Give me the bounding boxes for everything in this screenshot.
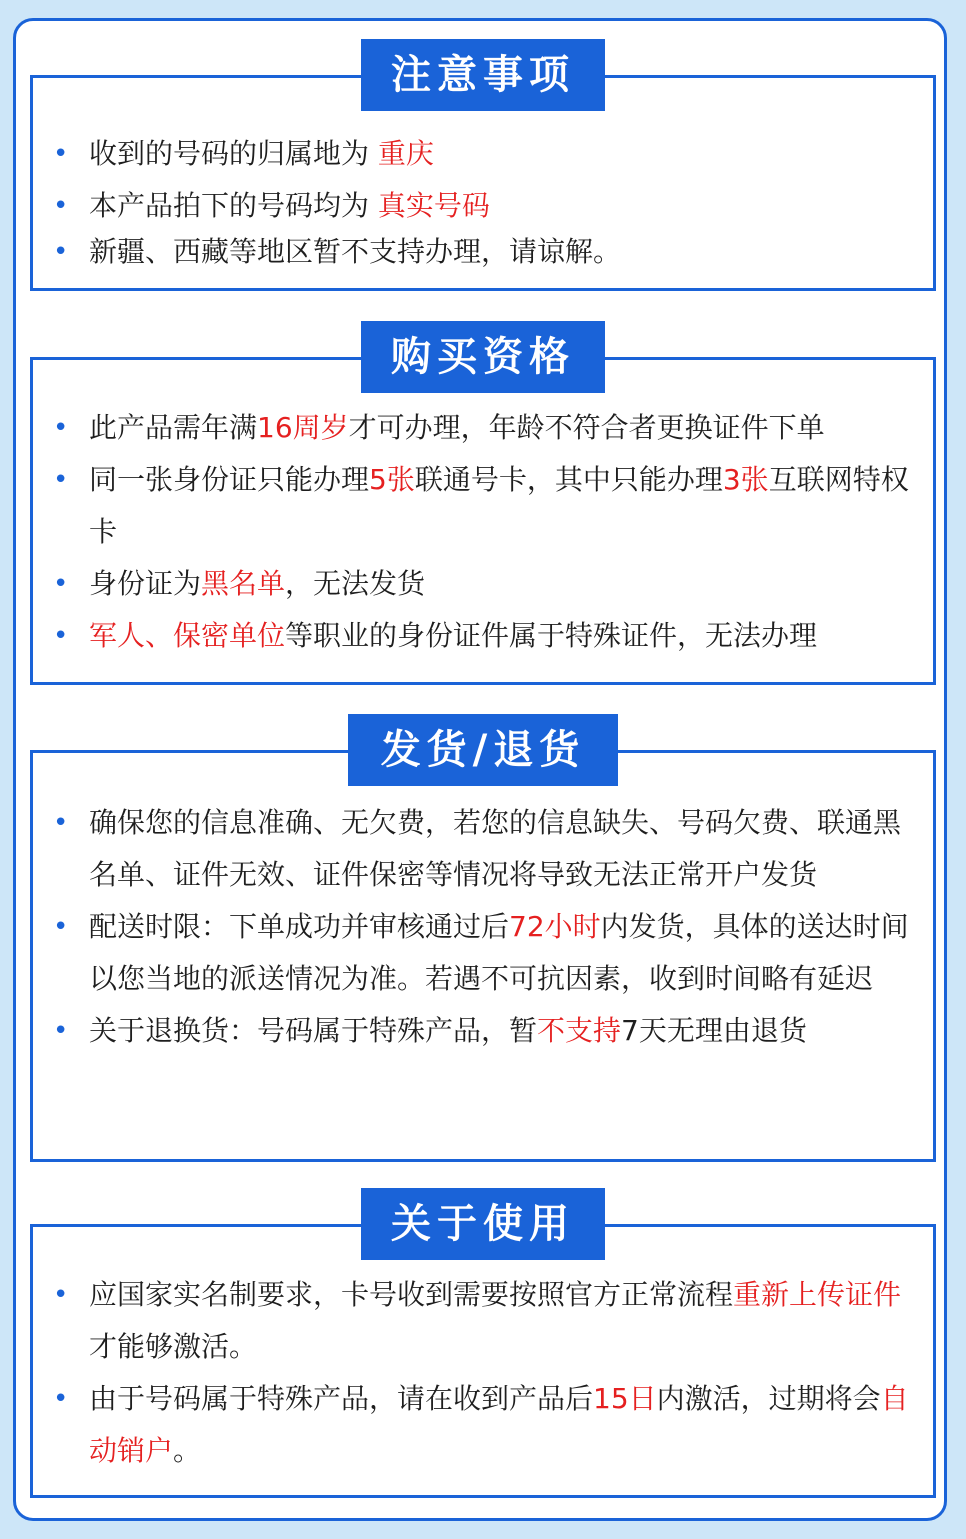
section-usage (30, 1201, 936, 1498)
list-item: • 此产品需年满16周岁才可办理，年龄不符合者更换证件下单 (33, 402, 933, 454)
list-item: • 确保您的信息准确、无欠费，若您的信息缺失、号码欠费、联通黑名单、证件无效、证件保密等情况将导致无法正常开户发货 (33, 797, 933, 901)
list-item: • 由于号码属于特殊产品，请在收到产品后15日内激活，过期将会自动销户。 (33, 1373, 933, 1477)
list-item: • 应国家实名制要求，卡号收到需要按照官方正常流程重新上传证件才能够激活。 (33, 1269, 933, 1373)
section-eligibility (30, 334, 936, 685)
section-title: 发货/退货 (348, 714, 618, 786)
list-item: • 本产品拍下的号码均为 真实号码 (33, 180, 933, 232)
section-shipping-returns (30, 727, 936, 1162)
section-title: 注意事项 (361, 39, 605, 111)
section-notes (30, 52, 936, 291)
list-item: • 新疆、西藏等地区暂不支持办理，请谅解。 (33, 232, 933, 272)
section-title: 购买资格 (361, 321, 605, 393)
list-item: • 军人、保密单位等职业的身份证件属于特殊证件，无法办理 (33, 610, 933, 662)
list-item: • 身份证为黑名单，无法发货 (33, 558, 933, 610)
list-item: • 收到的号码的归属地为 重庆 (33, 128, 933, 180)
list-item: • 配送时限：下单成功并审核通过后72小时内发货，具体的送达时间以您当地的派送情况为准。若遇不可抗因素，收到时间略有延迟 (33, 901, 933, 1005)
list-item: • 同一张身份证只能办理5张联通号卡，其中只能办理3张互联网特权卡 (33, 454, 933, 558)
list-item: • 关于退换货：号码属于特殊产品，暂不支持7天无理由退货 (33, 1005, 933, 1057)
section-title: 关于使用 (361, 1188, 605, 1260)
